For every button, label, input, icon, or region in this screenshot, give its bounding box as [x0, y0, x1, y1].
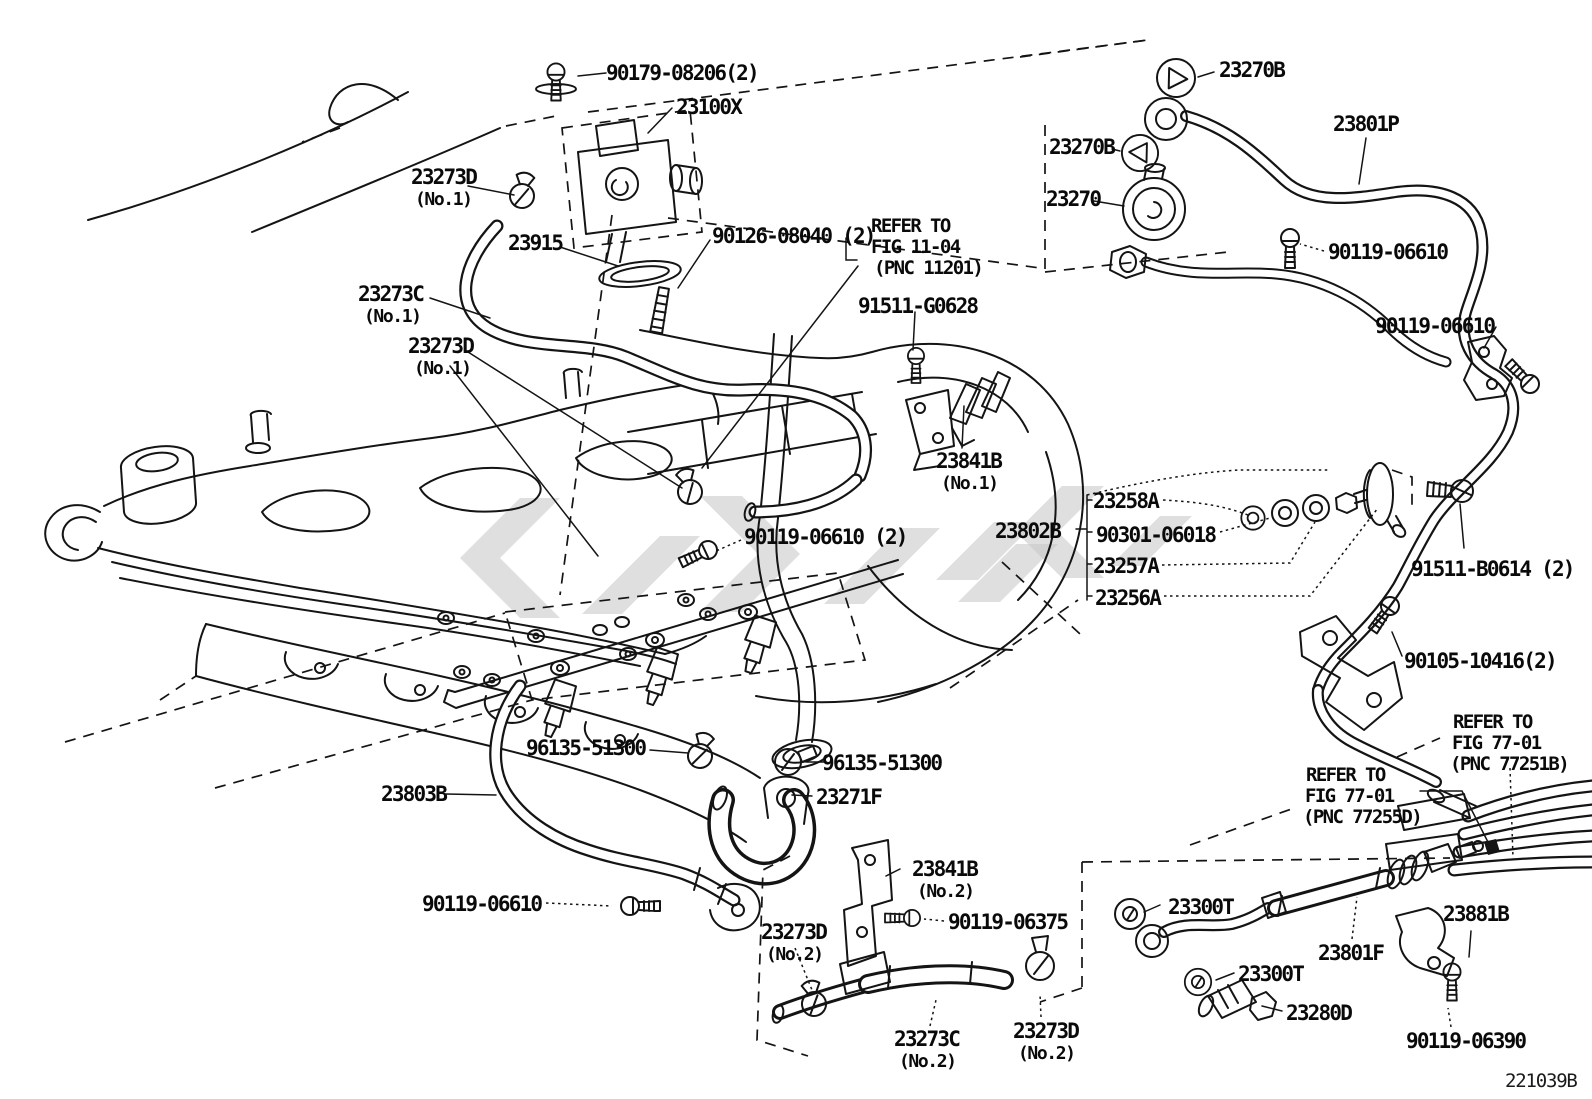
part-label-23273d-no1-a: 23273D [411, 165, 477, 189]
part-label-23300t-b: 23300T [1238, 962, 1304, 986]
part-label-90179-08206: 90179-08206(2) [606, 61, 758, 85]
part-label-96135-51300-b: 96135-51300 [822, 751, 942, 775]
part-label-23881b: 23881B [1443, 902, 1509, 926]
part-label-23270b-top: 23270B [1219, 58, 1285, 82]
refer-note-line: (PNC 77251B) [1450, 753, 1569, 775]
part-label-23271f: 23271F [816, 785, 882, 809]
part-sublabel-23273c-no2: (No.2) [899, 1051, 956, 1072]
part-label-23257a: 23257A [1093, 554, 1159, 578]
part-label-90119-06390: 90119-06390 [1406, 1029, 1526, 1053]
refer-note-line: (PNC 77255D) [1303, 806, 1422, 828]
part-label-23273d-no2-a: 23273D [761, 920, 827, 944]
part-label-90119-06610-r1: 90119-06610 [1328, 240, 1448, 264]
part-label-23270: 23270 [1046, 187, 1101, 211]
part-label-90301-06018: 90301-06018 [1096, 523, 1216, 547]
refer-note-line: FIG 11-04 [871, 236, 960, 258]
refer-note-line: REFER TO [1453, 711, 1532, 733]
part-label-91511-b0614: 91511-B0614 (2) [1411, 557, 1574, 581]
part-label-23273d-no2-b: 23273D [1013, 1019, 1079, 1043]
part-label-90105-10416: 90105-10416(2) [1404, 649, 1556, 673]
part-label-23273c-no1: 23273C [358, 282, 424, 306]
part-label-96135-51300-a: 96135-51300 [526, 736, 646, 760]
part-sublabel-23273d-no1-a: (No.1) [415, 189, 472, 210]
part-sublabel-23841b-no2: (No.2) [917, 881, 974, 902]
part-sublabel-23273c-no1: (No.1) [364, 306, 421, 327]
part-label-23841b-no1: 23841B [936, 449, 1002, 473]
part-label-90126-08040: 90126-08040 (2) [712, 224, 875, 248]
part-label-23841b-no2: 23841B [912, 857, 978, 881]
part-label-90119-06610-r2: 90119-06610 [1375, 314, 1495, 338]
part-label-23300t-a: 23300T [1168, 895, 1234, 919]
diagram-code: 221039B [1505, 1070, 1577, 1092]
part-label-23280d: 23280D [1286, 1001, 1352, 1025]
refer-note-line: FIG 77-01 [1305, 785, 1394, 807]
part-label-23270b-left: 23270B [1049, 135, 1115, 159]
part-label-23258a: 23258A [1093, 489, 1159, 513]
refer-note-line: FIG 77-01 [1452, 732, 1541, 754]
part-label-23801f: 23801F [1318, 941, 1384, 965]
part-label-23915: 23915 [508, 231, 563, 255]
refer-note-line: REFER TO [1306, 764, 1385, 786]
part-label-91511-g0628: 91511-G0628 [858, 294, 978, 318]
part-label-90119-06375: 90119-06375 [948, 910, 1068, 934]
part-label-23802b: 23802B [995, 519, 1061, 543]
part-sublabel-23273d-no1-b: (No.1) [414, 358, 471, 379]
part-label-90119-06610-bl: 90119-06610 [422, 892, 542, 916]
refer-note-line: REFER TO [871, 215, 950, 237]
part-label-23273c-no2: 23273C [894, 1027, 960, 1051]
part-label-23273d-no1-b: 23273D [408, 334, 474, 358]
part-sublabel-23841b-no1: (No.1) [941, 473, 998, 494]
part-label-23801p: 23801P [1333, 112, 1399, 136]
part-label-23803b: 23803B [381, 782, 447, 806]
refer-note-line: (PNC 11201) [874, 257, 983, 279]
part-label-23256a: 23256A [1095, 586, 1161, 610]
part-sublabel-23273d-no2-a: (No.2) [766, 944, 823, 965]
part-sublabel-23273d-no2-b: (No.2) [1018, 1043, 1075, 1064]
part-label-23100x: 23100X [676, 95, 742, 119]
part-label-90119-06610-x2: 90119-06610 (2) [744, 525, 907, 549]
